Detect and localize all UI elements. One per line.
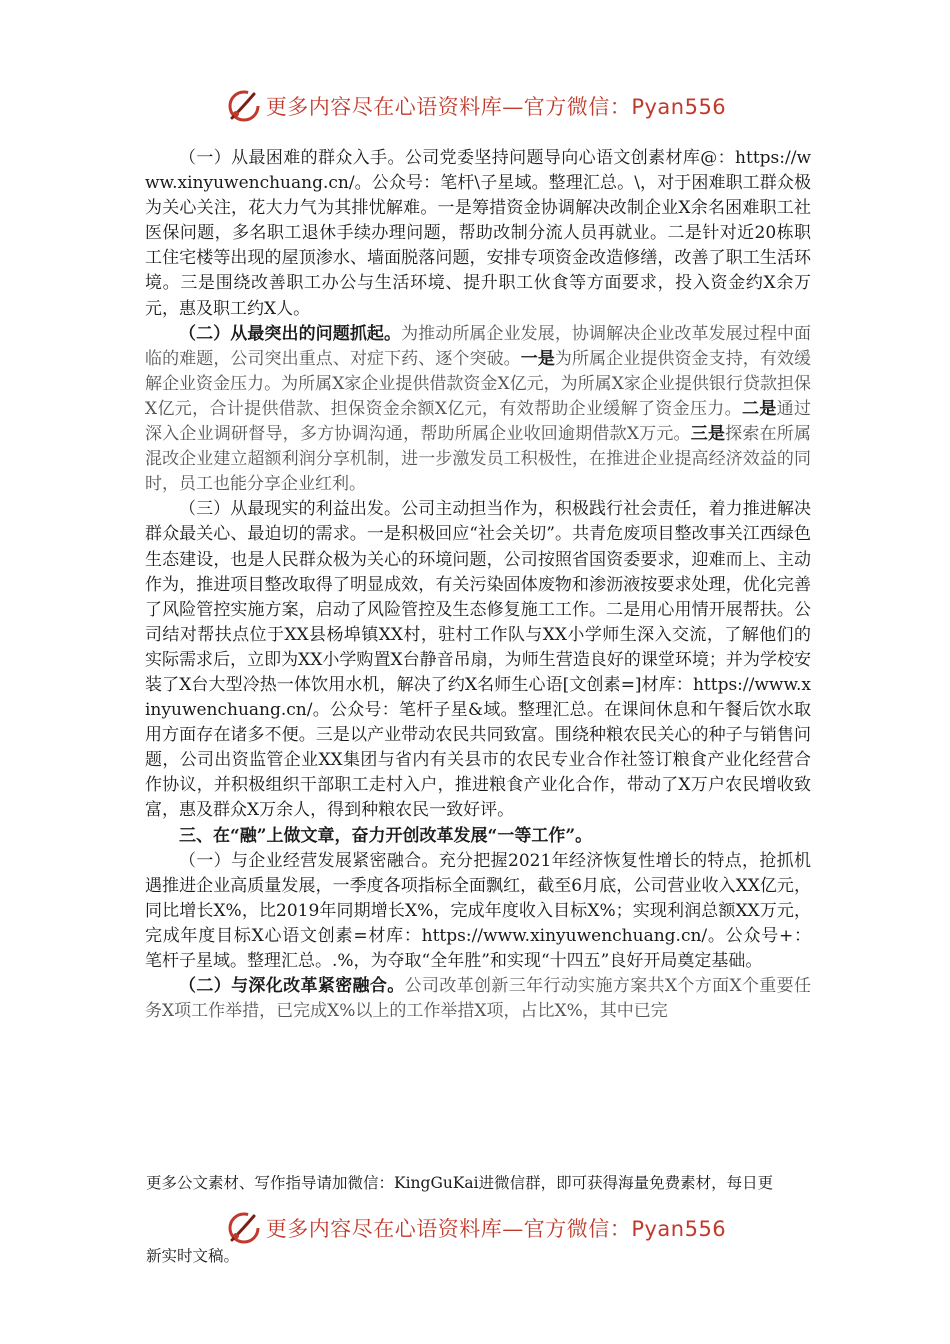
bold-run: （二）与深化改革紧密融合。: [179, 976, 405, 997]
text-run: 公司改革创新三年行动实施方案共X个方面X个重要任务X项工作举措，已完成X%以上的工作举措X项，占比X%，其中已完: [145, 976, 811, 1022]
text-run: （三）从最现实的利益出发。公司主动担当作为，积极践行社会责任，着力推进解决群众最关心、最迫切的需求。一是积极回应“社会关切”。共青危废项目整改事关江西绿色生态建设，也是人民群众极为关心的环境问题，公司按照省国资委要求，迎难而上、主动作为，推进项目整改取得了明显成效，有关污染固体废物和渗沥液按要求处理，优化完善了风险管控实施方案，启动了风险管控及生态修复施工工作。二是用心用情开展帮扶。公司结对帮扶点位于XX县杨埠镇XX村，驻村工作队与XX小学师生深入交流，了解他们的实际需求后，立即为XX小学购置X台静音吊扇，为师生营造良好的课堂环境；并为学校安装了X台大型冷热一体饮用水机，解决了约X名师生心语[文创素=]材库：https://www.xinyuwenchuang.cn/。公众号：笔杆子星&域。整理汇总。在课间休息和午餐后饮水取用方面存在诸多不便。三是以产业带动农民共同致富。围绕种粮农民关心的种子与销售问题，公司出资监管企业XX集团与省内有关县市的农民专业合作社签订粮食产业化经营合作协议，并积极组织干部职工走村入户，推进粮食产业化合作，带动了X万户农民增收致富，惠及群众X万余人，得到种粮农民一致好评。: [145, 499, 811, 821]
footer-watermark-banner: [0, 1206, 950, 1250]
paragraph: [145, 497, 811, 823]
bold-run: 一是: [520, 348, 555, 369]
bold-run: 三、在“融”上做文章，奋力开创改革发展“一等工作”。: [179, 825, 593, 846]
brush-logo-icon: [224, 86, 264, 126]
text-run: （一）与企业经营发展紧密融合。充分把握2021年经济恢复性增长的特点，抢抓机遇推进企业高质量发展，一季度各项指标全面飘红，截至6月底，公司营业收入XX亿元，同比增长X%，比2019年同期增长X%，完成年度收入目标X%；实现利润总额XX万元，完成年度目标X心语文创素=材库：https://www.xinyuwenchuang.cn/。公众号+：笔杆子星域。整理汇总。.%，为夺取“全年胜”和实现“十四五”良好开局奠定基础。: [145, 850, 811, 971]
text-run: 为推动所属企业发展，协调解决企业改革发展过程中面临的难题，公司突出重点、对症下药、逐个突破。: [145, 323, 812, 369]
brush-logo-icon: [224, 1208, 264, 1248]
text-run: 为所属企业提供资金支持，有效缓解企业资金压力。为所属X家企业提供借款资金X亿元，为所属X家企业提供银行贷款担保X亿元，合计提供借款、担保资金余额X亿元，有效帮助企业缓解了资金压力。: [145, 348, 812, 419]
document-body: [145, 146, 811, 1024]
bold-run: 二是: [741, 398, 777, 419]
text-run: 探索在所属混改企业建立超额利润分享机制，进一步激发员工积极性，在推进企业提高经济效益的同时，员工也能分享企业红利。: [145, 424, 812, 495]
bold-run: 三是: [690, 424, 726, 445]
footer-note-line1: 更多公文素材、写作指导请加微信：KingGuKai进微信群，即可获得海量免费素材，每日更: [146, 1174, 774, 1192]
header-watermark-banner: [0, 84, 950, 128]
paragraph: [145, 322, 811, 498]
footer-note-line2: 新实时文稿。: [146, 1247, 240, 1265]
paragraph: [145, 146, 811, 322]
text-run: （一）从最困难的群众入手。公司党委坚持问题导向心语文创素材库@：https://www.xinyuwenchuang.cn/。公众号：笔杆\子星域。整理汇总。\，对于困难职工群众极为关心关注，花大力气为其排忧解难。一是筹措资金协调解决改制企业X余名困难职工社医保问题，多名职工退休手续办理问题，帮助改制分流人员再就业。二是针对近20栋职工住宅楼等出现的屋顶渗水、墙面脱落问题，安排专项资金改造修缮，改善了职工生活环境。三是围绕改善职工办公与生活环境、提升职工伙食等方面要求，投入资金约X余万元，惠及职工约X人。: [145, 148, 811, 319]
section-heading: [145, 824, 811, 849]
bold-run: （二）从最突出的问题抓起。: [179, 323, 402, 344]
paragraph: [145, 974, 811, 1024]
paragraph: [145, 849, 811, 974]
banner-text: 更多内容尽在心语资料库—官方微信：Pyan556: [265, 1217, 727, 1241]
banner-text: 更多内容尽在心语资料库—官方微信：Pyan556: [265, 95, 727, 119]
text-run: 通过深入企业调研督导，多方协调沟通，帮助所属企业收回逾期借款X万元。: [145, 398, 812, 445]
